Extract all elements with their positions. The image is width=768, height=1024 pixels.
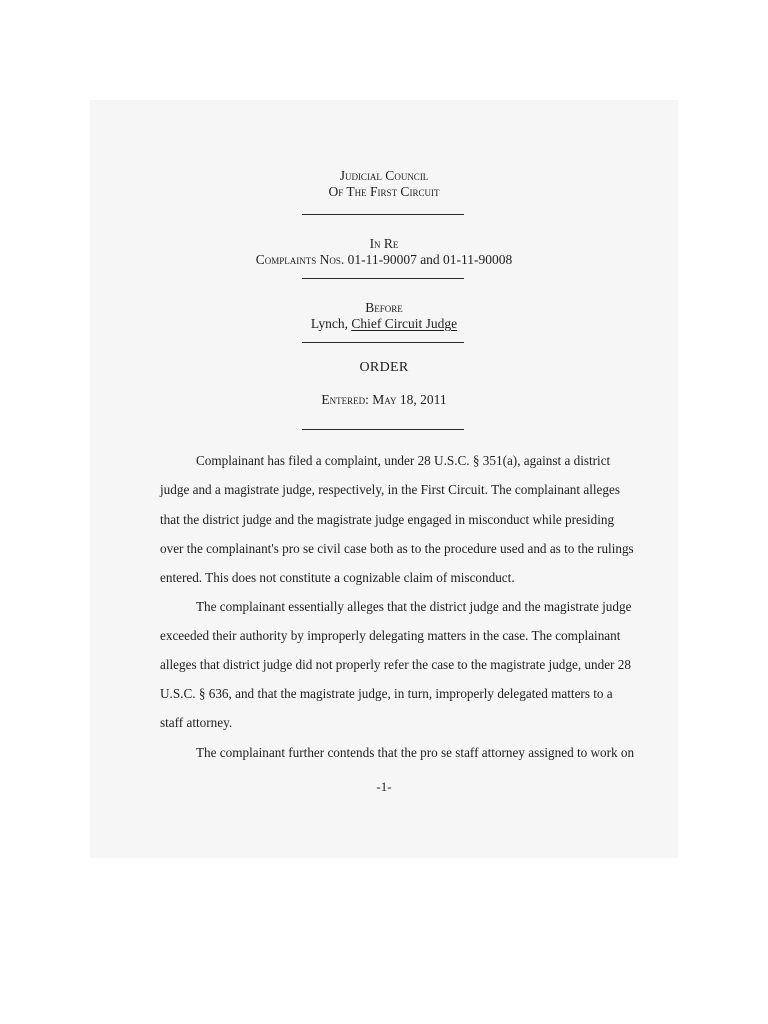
- page-number: -1-: [376, 779, 392, 794]
- complaints-prefix: Complaints Nos.: [255, 252, 345, 267]
- before-heading: Before: [365, 300, 403, 315]
- council-title-line1: Judicial Council: [339, 168, 429, 183]
- body-text-line: U.S.C. § 636, and that the magistrate judge, in turn, improperly delegated matters to a: [160, 686, 613, 701]
- body-text-line: that the district judge and the magistrate judge engaged in misconduct while presiding: [160, 512, 615, 527]
- judge-title: Chief Circuit Judge: [351, 316, 458, 331]
- body-text-line: exceeded their authority by improperly delegating matters in the case. The complainant: [160, 628, 621, 643]
- body-text-line: The complainant essentially alleges that the district judge and the magistrate judge: [196, 599, 632, 614]
- body-text-line: entered. This does not constitute a cognizable claim of misconduct.: [160, 570, 515, 585]
- divider-rule-2: [302, 278, 464, 279]
- body-text-line: alleges that district judge did not properly refer the case to the magistrate judge, under 28: [160, 657, 631, 672]
- judge-line: [0, 316, 768, 332]
- entered-date: May 18, 2011: [372, 392, 447, 407]
- in-re-heading: In Re: [369, 236, 399, 251]
- body-text-line: Complainant has filed a complaint, under 28 U.S.C. § 351(a), against a district: [196, 453, 611, 468]
- divider-rule-4: [302, 429, 464, 430]
- complaints-numbers: 01-11-90007 and 01-11-90008: [347, 252, 513, 267]
- divider-rule-3: [302, 342, 464, 343]
- judge-name: Lynch,: [310, 316, 352, 331]
- council-title-line2: Of The First Circuit: [328, 184, 440, 199]
- entered-line: [0, 392, 768, 408]
- order-heading: ORDER: [359, 360, 409, 375]
- complaints-heading: [0, 252, 768, 268]
- entered-label: Entered:: [321, 392, 369, 407]
- body-text-line: over the complainant's pro se civil case both as to the procedure used and as to the rulings: [160, 541, 634, 556]
- body-text-line: staff attorney.: [160, 715, 233, 730]
- body-text-line: The complainant further contends that the pro se staff attorney assigned to work on: [196, 745, 635, 760]
- divider-rule-1: [302, 214, 464, 215]
- body-text-line: judge and a magistrate judge, respectively, in the First Circuit. The complainant alleges: [160, 482, 620, 497]
